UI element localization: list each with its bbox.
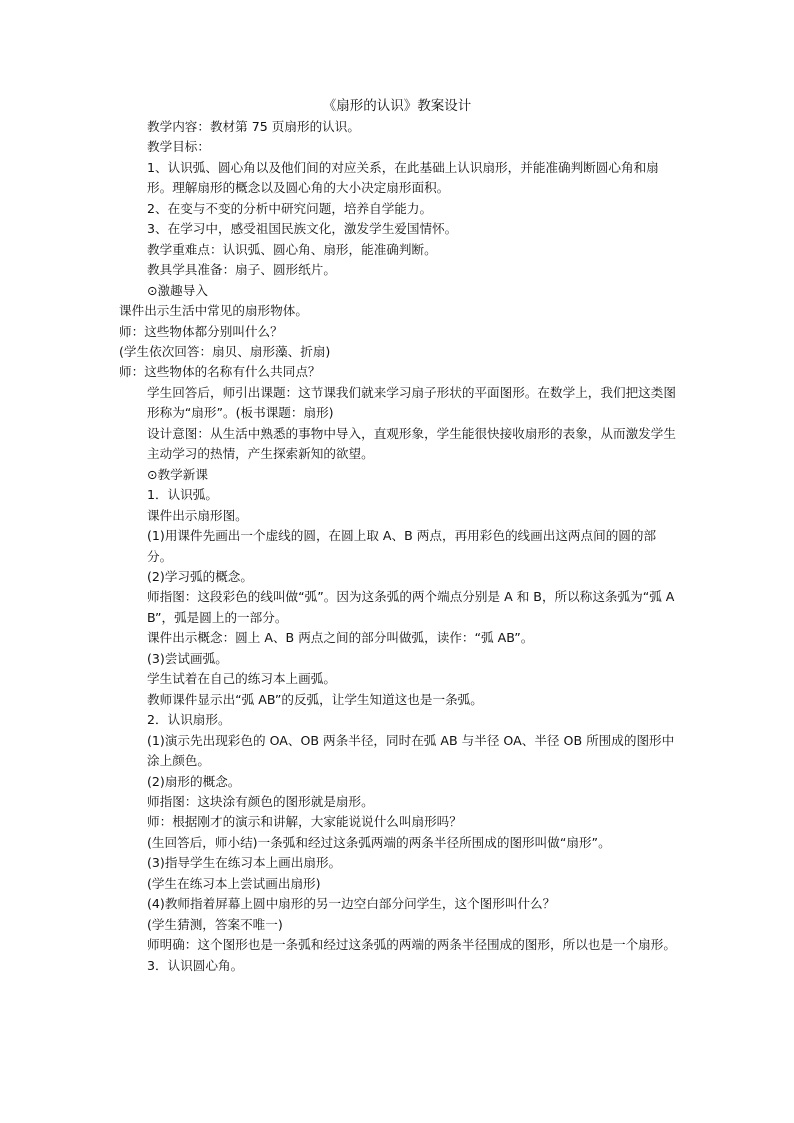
paragraph-arc-3: (2)学习弧的概念。 — [147, 568, 253, 584]
paragraph-sector-9: (学生猜测，答案不唯一) — [147, 916, 283, 932]
paragraph-arc-1: 课件出示扇形图。 — [147, 507, 248, 523]
document-body — [119, 117, 679, 976]
paragraph-sector-10: 师明确：这个图形也是一条弧和经过这条弧的两端的两条半径围成的图形，所以也是一个扇形。 — [147, 937, 676, 953]
paragraph-goal-2: 2、在变与不变的分析中研究问题，培养自学能力。 — [147, 200, 433, 216]
section-heading-intro: ⊙激趣导入 — [147, 282, 208, 298]
paragraph-sector-5: (生回答后，师小结)一条弧和经过这条弧两端的两条半径所围成的图形叫做“扇形”。 — [147, 834, 611, 850]
paragraph-arc-8: 教师课件显示出“弧 AB”的反弧，让学生知道这也是一条弧。 — [147, 691, 483, 707]
paragraph-sector-1: (1)演示先出现彩色的 OA、OB 两条半径，同时在弧 AB 与半径 OA、半径 OB 所围成的图形中涂上颜色。 — [147, 732, 675, 769]
subheading-arc: 1．认识弧。 — [147, 487, 218, 503]
paragraph-sector-7: (学生在练习本上尝试画出扇形) — [147, 875, 321, 891]
paragraph-sector-3: 师指图：这块涂有颜色的图形就是扇形。 — [147, 793, 374, 809]
section-heading-new-lesson: ⊙教学新课 — [147, 466, 208, 482]
paragraph-intro-3: (学生依次回答：扇贝、扇形藻、折扇) — [119, 343, 331, 359]
paragraph-goal-1: 1、认识弧、圆心角以及他们间的对应关系，在此基础上认识扇形，并能准确判断圆心角和扇形。理解扇形的概念以及圆心角的大小决定扇形面积。 — [147, 159, 659, 196]
paragraph-intro-2: 师：这些物体都分别叫什么？ — [119, 323, 283, 339]
paragraph-materials: 教具学具准备：扇子、圆形纸片。 — [147, 262, 336, 278]
paragraph-arc-6: (3)尝试画弧。 — [147, 650, 228, 666]
document-title: 《扇形的认识》教案设计 — [322, 98, 472, 114]
paragraph-intro-1: 课件出示生活中常见的扇形物体。 — [119, 303, 308, 319]
paragraph-goal-3: 3、在学习中，感受祖国民族文化，激发学生爱国情怀。 — [147, 221, 458, 237]
paragraph-arc-4: 师指图：这段彩色的线叫做“弧”。因为这条弧的两个端点分别是 A 和 B，所以称这条弧为“弧 AB”，弧是圆上的一部分。 — [147, 589, 675, 625]
paragraph-sector-6: (3)指导学生在练习本上画出扇形。 — [147, 855, 342, 871]
paragraph-sector-8: (4)教师指着屏幕上圆中扇形的另一边空白部分问学生，这个图形叫什么？ — [147, 896, 556, 912]
paragraph-intro-4: 师：这些物体的名称有什么共同点？ — [119, 364, 321, 380]
paragraph-design-intent: 设计意图：从生活中熟悉的事物中导入，直观形象，学生能很快接收扇形的表象，从而激发学生主动学习的热情，产生探索新知的欲望。 — [147, 425, 676, 462]
paragraph-arc-2: (1)用课件先画出一个虚线的圆，在圆上取 A、B 两点，再用彩色的线画出这两点间的圆的部分。 — [147, 528, 657, 564]
subheading-sector: 2．认识扇形。 — [147, 712, 231, 728]
paragraph-key-points: 教学重难点：认识弧、圆心角、扇形，能准确判断。 — [147, 241, 437, 257]
paragraph-arc-5: 课件出示概念：圆上 A、B 两点之间的部分叫做弧，读作：“弧 AB”。 — [147, 630, 534, 646]
subheading-central-angle: 3．认识圆心角。 — [147, 957, 244, 973]
paragraph-teaching-goals-heading: 教学目标： — [147, 139, 210, 155]
paragraph-arc-7: 学生试着在自己的练习本上画弧。 — [147, 671, 336, 687]
paragraph-intro-5: 学生回答后，师引出课题：这节课我们就来学习扇子形状的平面图形。在数学上，我们把这类图形称为“扇形”。(板书课题：扇形) — [147, 384, 676, 421]
paragraph-sector-2: (2)扇形的概念。 — [147, 773, 241, 789]
paragraph-sector-4: 师：根据刚才的演示和讲解，大家能说说什么叫扇形吗？ — [147, 814, 462, 830]
paragraph-teaching-content: 教学内容：教材第 75 页扇形的认识。 — [147, 119, 360, 134]
